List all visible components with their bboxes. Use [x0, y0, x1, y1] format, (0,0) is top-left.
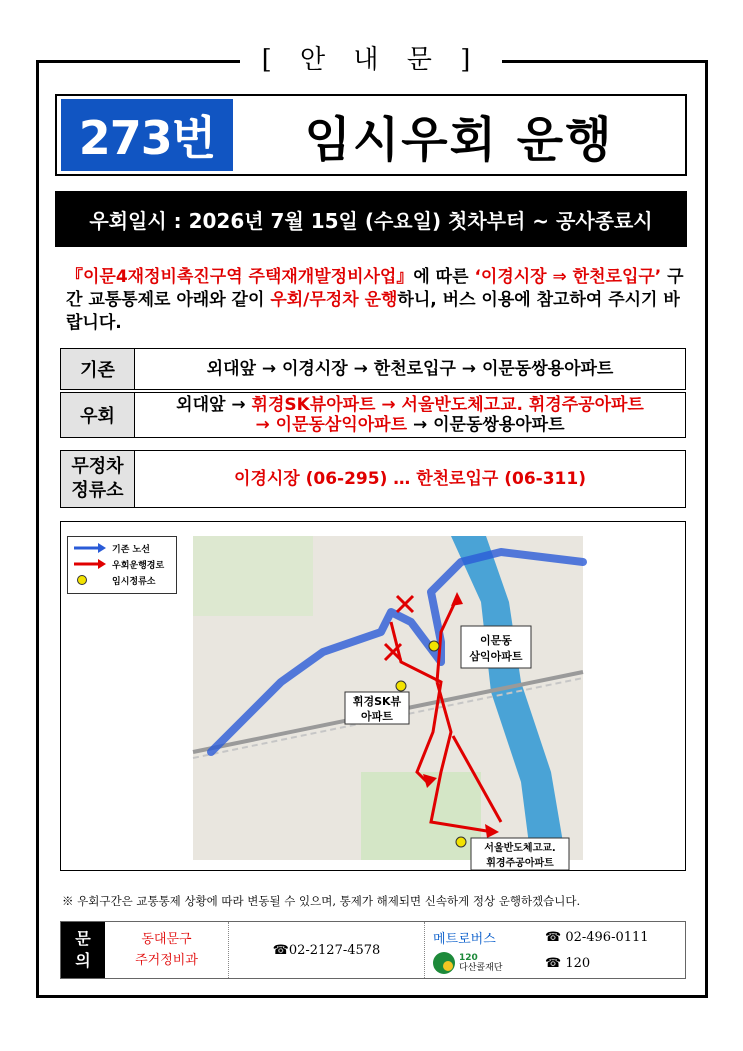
detour-part4: → 이문동쌍용아파트: [407, 415, 565, 435]
notice-mid2: 구간 교통통제로 아래와 같이: [66, 267, 684, 310]
metro-bus-phone: ☎ 02-496-0111: [545, 929, 649, 945]
dasan-logo: [433, 952, 545, 974]
detour-route-value: [135, 393, 685, 437]
route-number: 273번: [61, 99, 233, 171]
dasan-logo-text: [459, 953, 502, 973]
park-area: [193, 536, 313, 616]
route-map: [60, 521, 686, 871]
contact-label-2: 의: [75, 951, 91, 970]
nostop-label-line2: 정류소: [71, 480, 124, 501]
detour-route-label: 우회: [61, 393, 135, 437]
map-label-sk-1: 휘경SK뷰: [352, 695, 402, 708]
legend-stop: [72, 572, 172, 588]
legend-detour: [72, 556, 172, 572]
map-label-samik: [461, 626, 531, 668]
legend-existing-label: 기존 노선: [112, 544, 150, 555]
contact-label-1: 문: [75, 929, 91, 948]
notice-header: [ 안 내 문 ]: [240, 40, 502, 80]
legend-detour-label: 우회운행경로: [112, 560, 165, 571]
main-title: 임시우회 운행: [304, 111, 614, 168]
map-label-samik-2: 삼익아파트: [469, 650, 523, 663]
notice-end: 하니, 버스 이용에 참고하여 주시기 바랍니다.: [66, 290, 680, 333]
blue-arrow-icon: [72, 542, 108, 554]
contact-metro-row: [433, 924, 685, 950]
detour-phrase: 우회/무정차 운행: [270, 290, 398, 310]
red-arrow-icon: [72, 558, 108, 570]
nostop-label-line1: 무정차: [71, 456, 124, 477]
contact-box: [60, 921, 686, 979]
contact-others: [425, 922, 685, 978]
map-label-seoul-2: 휘경주공아파트: [486, 858, 554, 869]
map-label-sk: [345, 692, 409, 724]
notice-text: [66, 266, 686, 335]
dasan-logo-num: 120: [459, 953, 478, 963]
detour-route-row: [60, 392, 686, 438]
controlled-section: ‘이경시장 ⇒ 한천로입구’: [474, 267, 662, 287]
map-label-sk-2: 아파트: [361, 710, 393, 723]
temp-stop-3: [456, 837, 466, 847]
existing-route-value: 외대앞 → 이경시장 → 한천로입구 → 이문동쌍용아파트: [206, 359, 614, 379]
metro-bus-name: 메트로버스: [433, 931, 496, 947]
existing-route-label: 기존: [61, 349, 135, 389]
map-label-seoul: [471, 838, 569, 870]
notice-mid1: 에 따른: [413, 267, 475, 287]
nostop-stops: 이경시장 (06-295) … 한천로입구 (06-311): [234, 469, 586, 489]
contact-120-row: [433, 950, 685, 976]
detour-part2: 휘경SK뷰아파트 → 서울반도체고교. 휘경주공아파트: [251, 395, 644, 415]
temp-stop-2: [396, 681, 406, 691]
contact-dept-1: 동대문구: [141, 932, 192, 947]
contact-dept: [105, 922, 229, 978]
nostop-label: [61, 451, 135, 507]
existing-route-row: [60, 348, 686, 390]
project-name: 『이문4재정비촉진구역 주택재개발정비사업』: [66, 267, 414, 287]
nostop-row: [60, 450, 686, 508]
map-legend: [67, 536, 177, 594]
footnote: ※ 우회구간은 교통통제 상황에 따라 변동될 수 있으며, 통제가 해제되면 신속하게 정상 운행하겠습니다.: [62, 894, 581, 908]
dasan-logo-name: 다산콜재단: [459, 963, 503, 973]
detour-date-bar: 우회일시 : 2026년 7월 15일 (수요일) 첫차부터 ~ 공사종료시: [55, 191, 687, 247]
contact-label: [61, 922, 105, 978]
yellow-dot-icon: [72, 574, 108, 586]
dasan-phone: ☎ 120: [545, 955, 591, 971]
map-label-samik-1: 이문동: [480, 634, 512, 647]
map-label-seoul-1: 서울반도체고교.: [484, 843, 556, 854]
legend-existing: [72, 540, 172, 556]
contact-dept-2: 주거정비과: [135, 953, 198, 968]
title-box: [55, 94, 687, 176]
detour-part3: → 이문동삼익아파트: [255, 415, 408, 435]
detour-part1: 외대앞 →: [176, 395, 252, 415]
dasan-logo-icon: [433, 952, 455, 974]
contact-dept-phone: ☎02-2127-4578: [229, 922, 425, 978]
temp-stop-1: [429, 641, 439, 651]
legend-stop-label: 임시정류소: [112, 576, 156, 587]
